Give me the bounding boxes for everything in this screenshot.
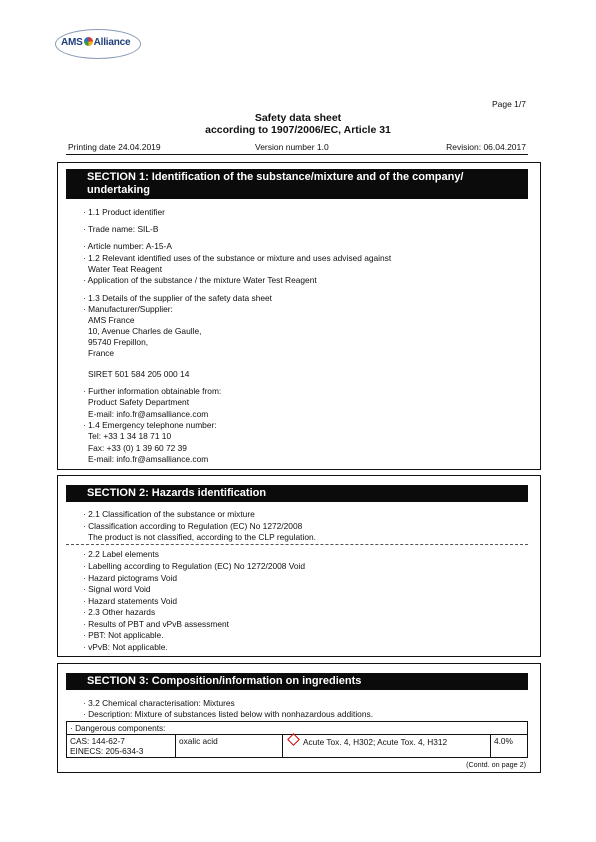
cas-number: CAS: 144-62-7: [70, 736, 125, 746]
company-logo: [55, 29, 141, 59]
s2-line: · Signal word Void: [83, 584, 151, 594]
s1-line: SIRET 501 584 205 000 14: [88, 369, 190, 379]
globe-icon: [84, 37, 93, 46]
s2-line: · vPvB: Not applicable.: [83, 642, 168, 652]
s1-line: AMS France: [88, 315, 135, 325]
s1-line: France: [88, 348, 115, 358]
s1-line: · Manufacturer/Supplier:: [83, 304, 173, 314]
exclamation-diamond-icon: [287, 733, 300, 746]
s1-line: · 1.3 Details of the supplier of the safety data sheet: [83, 293, 273, 303]
s2-line: · PBT: Not applicable.: [83, 630, 164, 640]
section-1-heading: [66, 169, 528, 199]
logo-text-right: Alliance: [93, 37, 131, 48]
s1-line: Tel: +33 1 34 18 71 10: [88, 431, 172, 441]
logo-text: [61, 37, 130, 48]
s1-line: Fax: +33 (0) 1 39 60 72 39: [88, 443, 187, 453]
s2-line: · Labelling according to Regulation (EC) No 1272/2008 Void: [83, 561, 306, 571]
s2-line: · Hazard pictograms Void: [83, 573, 178, 583]
s2-line: · 2.2 Label elements: [83, 549, 159, 559]
classification-text: Acute Tox. 4, H302; Acute Tox. 4, H312: [303, 737, 448, 747]
section-1-heading-line2: undertaking: [87, 184, 150, 196]
dashed-divider: [66, 544, 528, 545]
document-title: Safety data sheet: [254, 112, 342, 124]
s1-line: · Application of the substance / the mixture Water Test Reagent: [83, 275, 317, 285]
s1-line: · Article number: A-15-A: [83, 241, 172, 251]
s2-line: · Hazard statements Void: [83, 596, 178, 606]
logo-text-left: AMS: [61, 37, 83, 48]
component-name: oxalic acid: [176, 735, 283, 758]
s3-line: · Description: Mixture of substances listed below with nonhazardous additions.: [83, 709, 374, 719]
s3-line: · 3.2 Chemical characterisation: Mixtures: [83, 698, 235, 708]
table-header-cell: · Dangerous components:: [67, 722, 528, 735]
s1-line: 95740 Frepillon,: [88, 337, 149, 347]
percentage-cell: 4.0%: [491, 735, 528, 758]
section-3-heading: SECTION 3: Composition/information on ingredients: [66, 673, 528, 690]
version-number: Version number 1.0: [255, 142, 329, 152]
einecs-number: EINECS: 205-634-3: [70, 746, 144, 756]
table-row: [67, 735, 528, 758]
document-subtitle: according to 1907/2006/EC, Article 31: [205, 124, 391, 136]
s1-line: Water Teat Reagent: [88, 264, 163, 274]
s2-line: · 2.3 Other hazards: [83, 607, 156, 617]
s1-line: E-mail: info.fr@amsalliance.com: [88, 454, 209, 464]
s2-line: · 2.1 Classification of the substance or mixture: [83, 509, 255, 519]
dangerous-components-table: [66, 721, 528, 758]
header-divider: [66, 154, 528, 155]
s1-line: · 1.1 Product identifier: [83, 207, 165, 217]
classification-cell: [283, 735, 491, 758]
continued-note: (Contd. on page 2): [466, 760, 526, 769]
table-header-row: [67, 722, 528, 735]
section-2-heading: SECTION 2: Hazards identification: [66, 485, 528, 502]
page-number: Page 1/7: [491, 99, 526, 109]
s1-line: · Trade name: SIL-B: [83, 224, 159, 234]
s2-line: The product is not classified, according to the CLP regulation.: [88, 532, 316, 542]
printing-date: Printing date 24.04.2019: [68, 142, 161, 152]
s1-line: Product Safety Department: [88, 397, 190, 407]
section-1-heading-line1: SECTION 1: Identification of the substance/mixture and of the company/: [87, 171, 464, 183]
s1-line: · 1.2 Relevant identified uses of the substance or mixture and uses advised against: [83, 253, 392, 263]
s1-line: · Further information obtainable from:: [83, 386, 222, 396]
identifier-cell: [67, 735, 176, 758]
s1-line: 10, Avenue Charles de Gaulle,: [88, 326, 202, 336]
s1-line: E-mail: info.fr@amsalliance.com: [88, 409, 209, 419]
s1-line: · 1.4 Emergency telephone number:: [83, 420, 217, 430]
revision-date: Revision: 06.04.2017: [446, 142, 526, 152]
s2-line: · Classification according to Regulation (EC) No 1272/2008: [83, 521, 303, 531]
s2-line: · Results of PBT and vPvB assessment: [83, 619, 230, 629]
